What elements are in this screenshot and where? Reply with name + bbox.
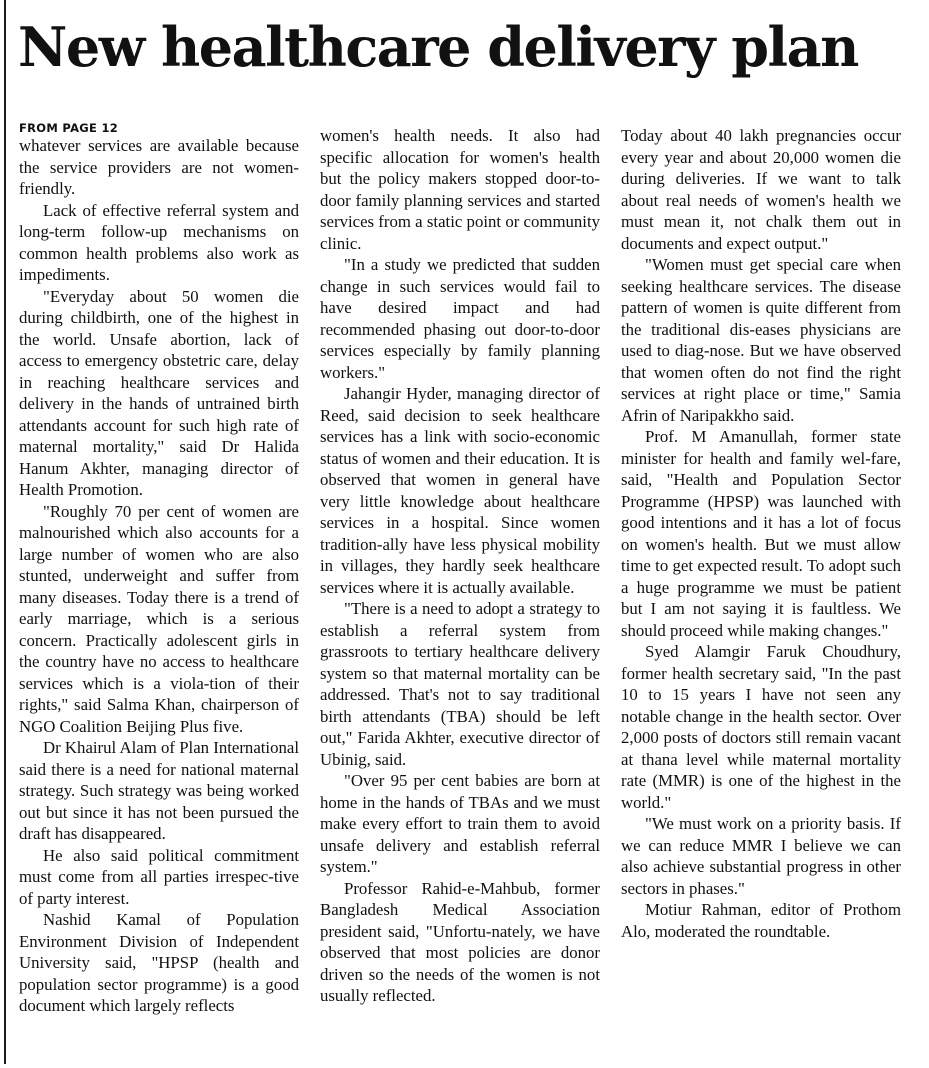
paragraph: "In a study we predicted that sudden change in such services would fail to have desired impact and had recommended phasing out door-to-door services especially by family planning workers." (320, 255, 600, 382)
paragraph: Prof. M Amanullah, former state minister for health and family wel-fare, said, "Health and Population Sector Programme (HPSP) was launched with good intentions and it has a lot of focus on women's health. But we must allow time to get expected result. To adopt such a huge programme we must be patient but I am not saying it is faultless. We should proceed while making changes." (621, 427, 901, 640)
paragraph: Jahangir Hyder, managing director of Reed, said decision to seek healthcare services has a link with socio-economic status of women and their education. It is observed that women in general have very little knowledge about healthcare services in a hospital. Since women tradition-ally have less physical mobility in villages, they hardly seek healthcare services where it is actually available. (320, 384, 600, 597)
paragraph: Syed Alamgir Faruk Choudhury, former health secretary said, "In the past 10 to 15 years I have not seen any notable change in the health sector. Over 2,000 posts of doctors still remain vacant at thana level while maternal mortality rate (MMR) is one of the highest in the world." (621, 642, 901, 812)
paragraph: Lack of effective referral system and long-term follow-up mechanisms on common health problems also work as impediments. (19, 200, 299, 284)
paragraph: He also said political commitment must come from all parties irrespec-tive of party interest. (19, 845, 299, 908)
continuation-kicker: FROM PAGE 12 (19, 121, 119, 135)
paragraph: Professor Rahid-e-Mahbub, former Bangladesh Medical Association president said, "Unfortu-nately, we have observed that most policies are donor driven so the needs of the women is not usually reflected. (320, 878, 600, 1005)
paragraph: "Roughly 70 per cent of women are malnourished which also accounts for a large number of women who are also stunted, underweight and suffer from many diseases. Today there is a trend of early marriage, which is a serious concern. Practically adolescent girls in the country have no access to healthcare services which is a viola-tion of their rights," said Salma Khan, chairperson of NGO Coalition Beijing Plus five. (19, 501, 299, 736)
article-column-1 (19, 121, 299, 1064)
paragraph: Today about 40 lakh pregnancies occur every year and about 20,000 women die during deliveries. If we want to talk about real needs of women's health we must mean it, not chalk them out in documents and expect output." (621, 126, 901, 253)
paragraph: Nashid Kamal of Population Environment Division of Independent University said, "HPSP (health and population sector programme) is a good document which largely reflects (19, 910, 299, 1015)
paragraph: Motiur Rahman, editor of Prothom Alo, moderated the roundtable. (621, 900, 901, 941)
article-column-2 (320, 125, 600, 1068)
article-column-3 (621, 125, 901, 1068)
paragraph: "Women must get special care when seeking healthcare services. The disease pattern of women is quite different from the traditional dis-eases physicians are used to diag-nose. But we have observed that women often do not find the right services at right place or time," Samia Afrin of Naripakkho said. (621, 255, 901, 425)
left-column-rule (4, 0, 6, 1064)
paragraph: "We must work on a priority basis. If we can reduce MMR I believe we can also achieve substantial progress in other sectors in phases." (621, 814, 901, 898)
paragraph: "Over 95 per cent babies are born at home in the hands of TBAs and we must make every effort to train them to avoid unsafe delivery and establish referral system." (320, 771, 600, 876)
paragraph: "Everyday about 50 women die during childbirth, one of the highest in the world. Unsafe abortion, lack of access to emergency obstetric care, delay in reaching healthcare services and delivery in the hands of untrained birth attendants account for such high rate of maternal mortality," said Dr Halida Hanum Akhter, managing director of Health Promotion. (19, 286, 299, 499)
paragraph: Dr Khairul Alam of Plan International said there is a need for national maternal strategy. Such strategy was being worked out but since it has not been pursued the draft has disappeared. (19, 738, 299, 843)
paragraph: whatever services are available because the service providers are not women-friendly. (19, 136, 299, 198)
headline: New healthcare delivery plan (18, 15, 858, 79)
paragraph: women's health needs. It also had specific allocation for women's health but the policy makers stopped door-to-door family planning services and started services from a static point or community clinic. (320, 126, 600, 253)
paragraph: "There is a need to adopt a strategy to establish a referral system from grassroots to tertiary healthcare delivery system so that maternal mortality can be addressed. That's not to say traditional birth attendants (TBA) should be left out," Farida Akhter, executive director of Ubinig, said. (320, 599, 600, 769)
